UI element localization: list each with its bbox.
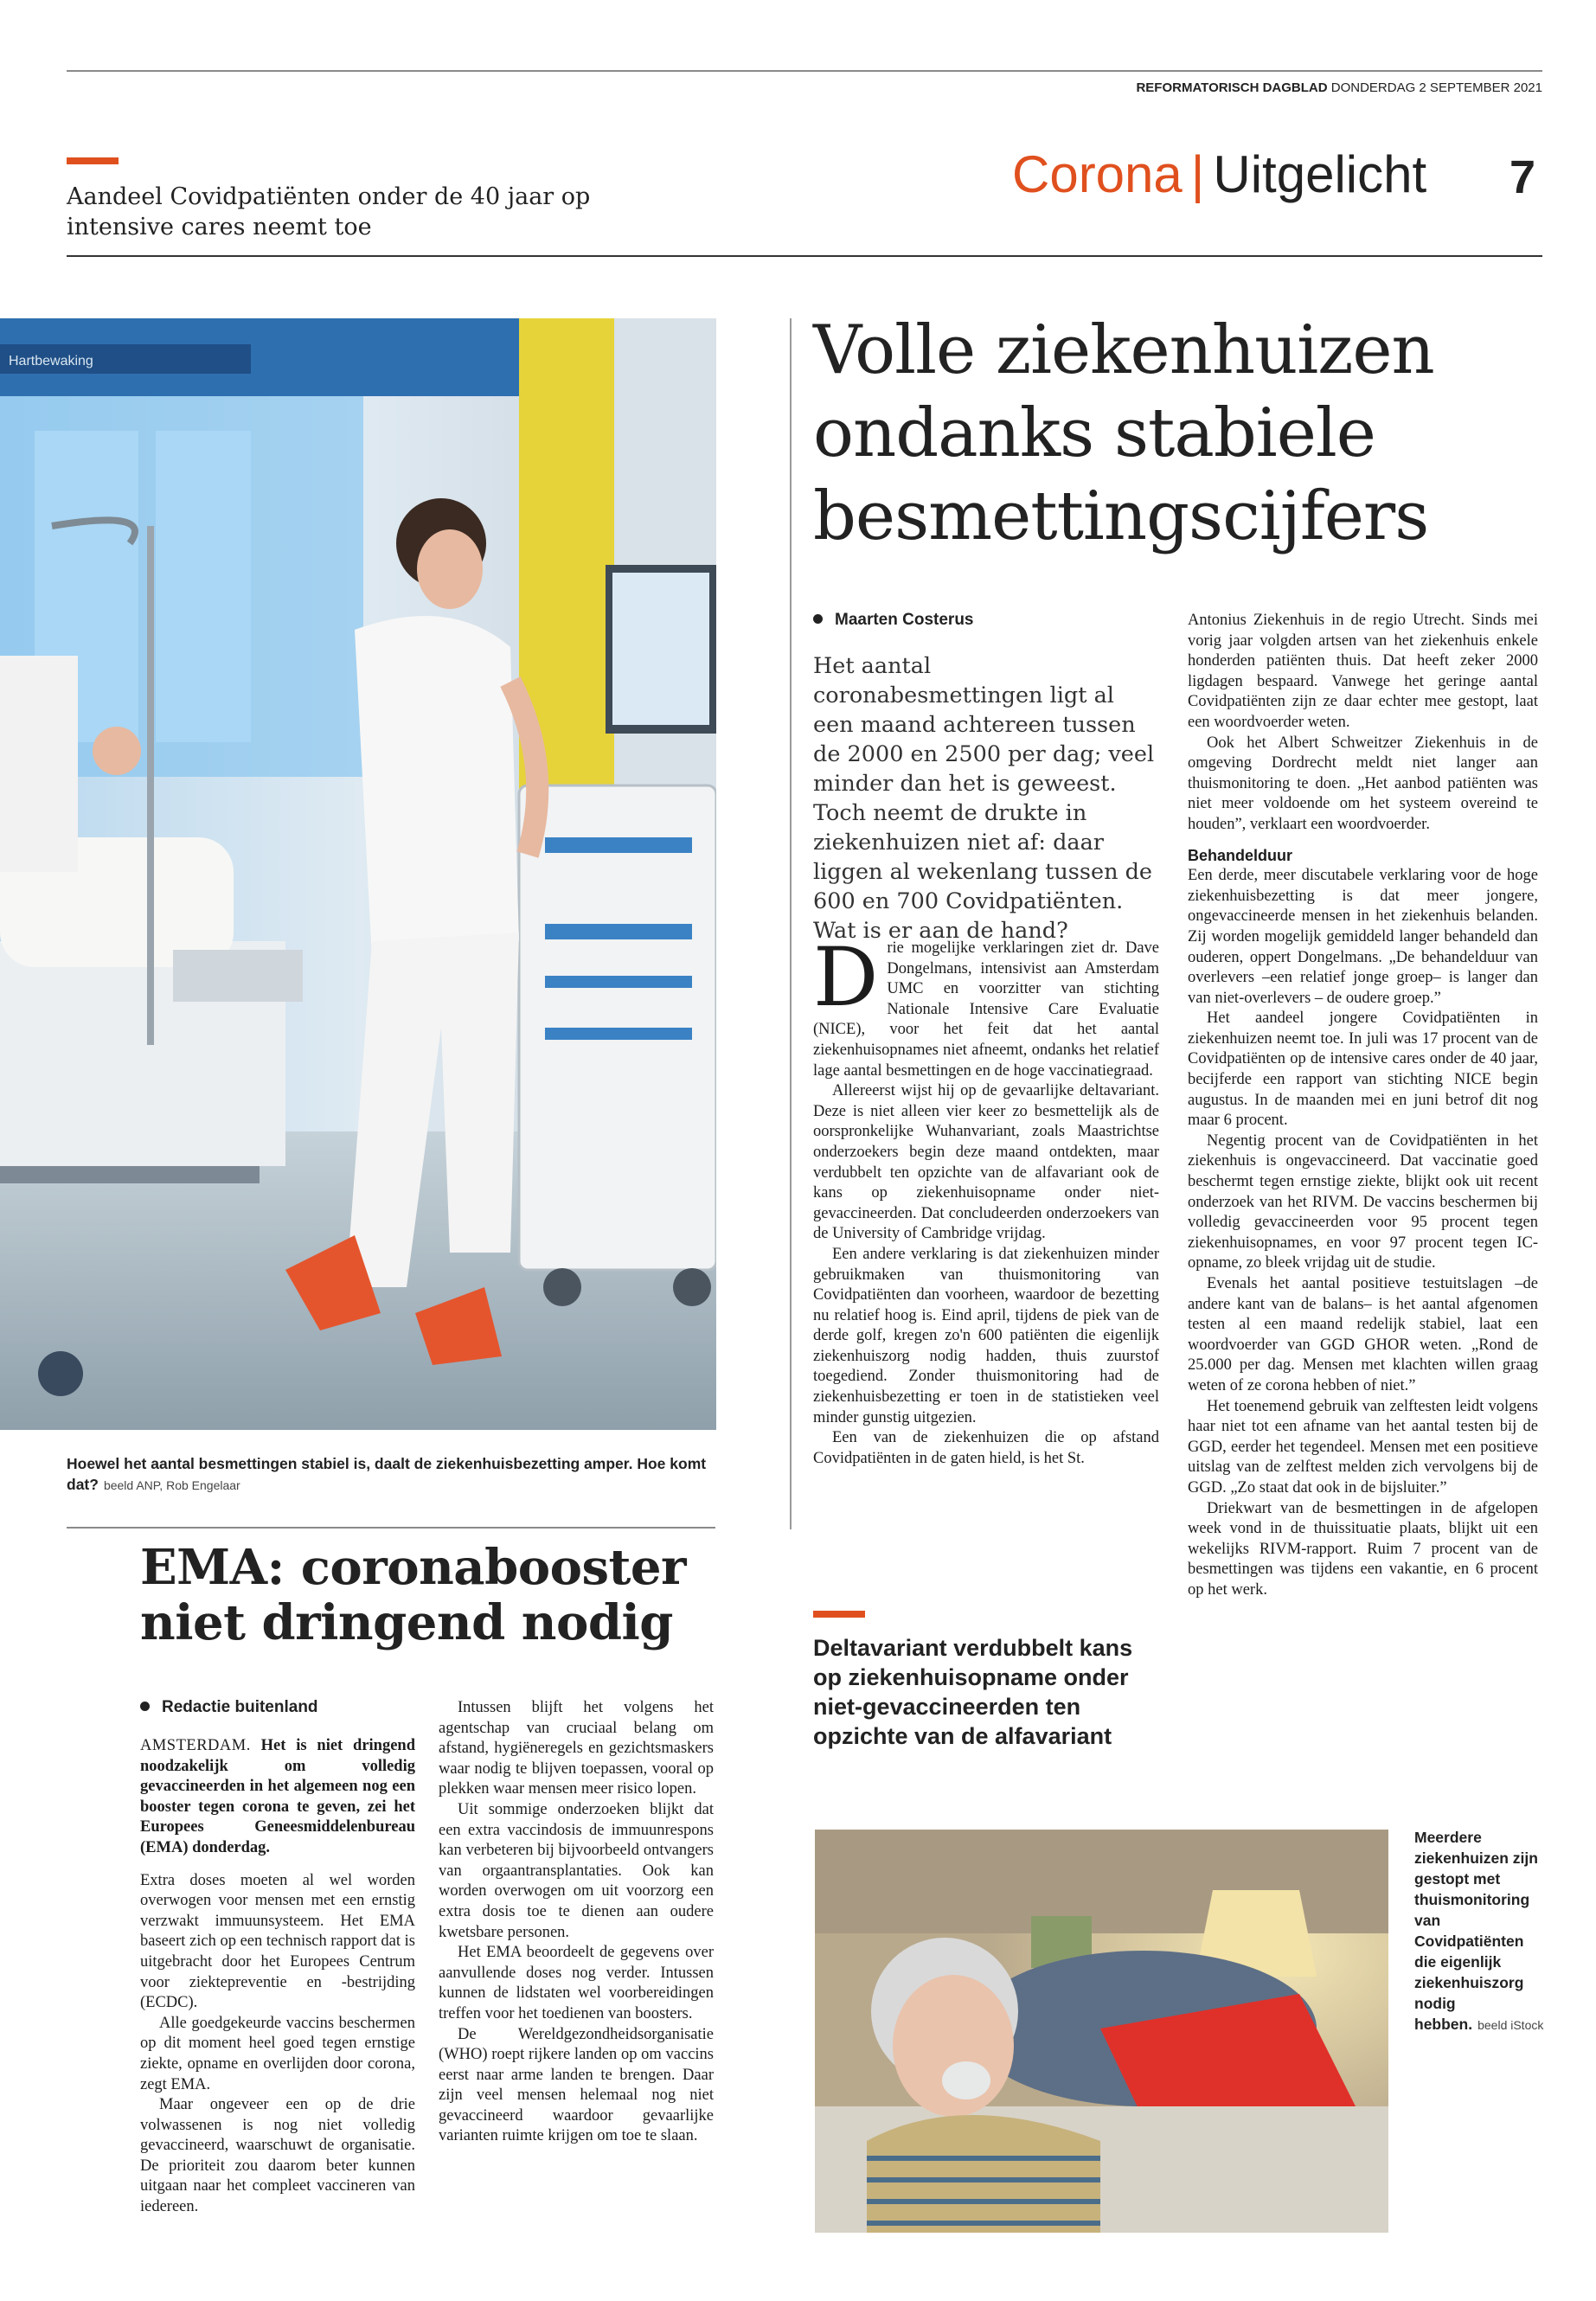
ema-body-col2 xyxy=(439,1698,714,2147)
ema-headline: EMA: coronabooster niet dringend nodig xyxy=(140,1539,686,1651)
hospital-photo xyxy=(0,318,716,1430)
main-body-col1 xyxy=(813,931,1159,1469)
section-header xyxy=(1012,147,1426,202)
ema-paragraph: Alle goedgekeurde vaccins beschermen op dit moment heel goed tegen ernstige ziekte, opname en overlijden door corona, zegt EMA. xyxy=(140,2014,415,2093)
main-paragraph: Een van de ziekenhuizen die op afstand Covidpatiënten in de gaten hield, is het St. xyxy=(813,1429,1159,1467)
main-paragraph: Het toenemend gebruik van zelftesten leidt volgens haar niet tot een afname van het aantal testen bij de GGD, eerder het tegendeel. Mensen met een positieve uitslag van de zelftest melden zich vervolgens bij de GGD. „Zo staat dat ook in de bijsluiter.” xyxy=(1188,1397,1538,1497)
kicker-accent xyxy=(67,157,119,164)
pullquote-accent xyxy=(813,1611,865,1618)
main-paragraph: Het aandeel jongere Covidpatiënten in ziekenhuizen neemt toe. In juli was 17 procent van de Covidpatiënten op de intensive cares onder de 40 jaar, becijferde een rapport van stichting NICE begin augustus. In de maanden mei en juni betrof dit nog maar 6 procent. xyxy=(1188,1009,1538,1130)
main-headline: Volle ziekenhuizen ondanks stabiele besmettingscijfers xyxy=(813,311,1434,555)
subsection-name: Uitgelicht xyxy=(1213,145,1427,203)
main-paragraph: Driekwart van de besmettingen in de afgelopen week vond in de thuissituatie plaats, blijkt uit een wekelijks RIVM-rapport. Ruim 7 procent van de besmettingen was tijdens een vakantie, en 6 procent op het werk. xyxy=(1188,1499,1538,1599)
main-paragraph: Evenals het aantal positieve testuitslagen –de andere kant van de balans– is het aantal afgenomen testen al een maand redelijk stabiel, laat een woordvoerder van GGD GHOR weten. „Rond de 25.000 per dag. Mensen met klachten willen graag weten of ze corona hebben of niet.” xyxy=(1188,1275,1538,1394)
ema-paragraph: Uit sommige onderzoeken blijkt dat een extra vaccindosis de immuunrespons kan verbeteren bij bijvoorbeeld ontvangers van orgaantransplantaties. Ook kan worden overwogen om uit voorzorg een extra dosis toe te dienen aan oudere kwetsbare personen. xyxy=(439,1800,714,1941)
ema-paragraph: Het EMA beoordeelt de gegevens over aanvullende doses nog verder. Intussen kunnen de lidstaten wel voorbereidingen treffen voor het toedienen van boosters. xyxy=(439,1944,714,2022)
section-separator: | xyxy=(1190,145,1205,203)
main-paragraph: Ook het Albert Schweitzer Ziekenhuis in de omgeving Dordrecht meldt niet langer aan thuismonitoring te doen. „Het aanbod patiënten was niet meer voldoende om het systeem overeind te houden”, verklaart een woordvoerder. xyxy=(1188,734,1538,833)
photo2-credit: beeld iStock xyxy=(1477,2018,1544,2032)
byline-dot xyxy=(813,614,823,624)
ema-paragraph: Extra doses moeten al wel worden overwogen voor mensen met een ernstig verzwakt immuunsysteem. Het EMA baseert zich op een technisch rapport dat is uitgebracht door het Europees Centrum voor ziektepreventie en -bestrijding (ECDC). xyxy=(140,1871,415,2012)
corridor-sign: Hartbewaking xyxy=(9,354,93,369)
main-paragraph: Een derde, meer discutabele verklaring voor de hoge ziekenhuisbezetting is dat meer jongere, ongevaccineerde mensen in het ziekenhuis belanden. Zij worden mogelijk gemiddeld langer behandeld dan ouderen, oppert Dongelmans. „De behandelduur van overlevers –een relatief jonge groep– is langer dan van niet-overlevers – de oudere groep.” xyxy=(1188,867,1538,1007)
main-paragraph: Drie mogelijke verklaringen ziet dr. Dave Dongelmans, intensivist aan Amsterdam UMC en voorzitter van stichting Nationale Intensive Care Evaluatie (NICE), voor het feit dat het aantal ziekenhuisopnames niet afneemt, ondanks het relatief lage aantal besmettingen en de hoge vaccinatiegraad. xyxy=(813,931,1159,1080)
paper-name: REFORMATORISCH DAGBLAD xyxy=(1136,80,1328,95)
photo1-caption xyxy=(67,1453,707,1496)
ema-rule xyxy=(67,1527,715,1529)
ema-paragraph: Intussen blijft het volgens het agentschap van cruciaal belang om afstand, hygiëneregels en gezichtsmaskers waar nodig te blijven toepassen, vooral op plekken waar mensen meer risico lopen. xyxy=(439,1699,714,1798)
hospital-photo-illustration xyxy=(0,318,716,1430)
header-rule xyxy=(67,255,1542,257)
main-paragraph: Allereerst wijst hij op de gevaarlijke deltavariant. Deze is niet alleen vier keer zo besmettelijk als de oorspronkelijke Wuhanvariant, zoals Maastrichtse onderzoekers begin deze maand ontdekten, maar verdubbelt ten opzichte van de alfavariant ook de kans op ziekenhuisopname onder niet-gevaccineerden. Dat concludeerden onderzoekers van de University of Cambridge vrijdag. xyxy=(813,1082,1159,1243)
ema-body-col1 xyxy=(140,1736,415,2218)
dropcap: D xyxy=(813,931,879,1025)
photo2-caption-text: Meerdere ziekenhuizen zijn gestopt met thuismonitoring van Covidpatiënten die eigenlijk ziekenhuiszorg nodig hebben. xyxy=(1414,1829,1538,2033)
ema-paragraph: Maar ongeveer een op de drie volwassenen is nog niet volledig gevaccineerd, waarschuwt de organisatie. De prioriteit zou daarom beter kunnen uitgaan naar het compleet vaccineren van iedereen. xyxy=(140,2096,415,2216)
ema-lead: AMSTERDAM. Het is niet dringend noodzakelijk om volledig gevaccineerden in het algemeen nog een booster tegen corona te geven, zei het Europees Geneesmiddelenbureau (EMA) donderdag. xyxy=(140,1737,416,1856)
main-paragraph: Een andere verklaring is dat ziekenhuizen minder gebruikmaken van thuismonitoring van Covidpatiënten dan voorheen, waardoor de bezetting nu relatief hoog is. Eind april, tijdens de piek van de derde golf, kregen zo'n 600 patiënten die eigenlijk ziekenhuiszorg nodig hadden, thuis zuurstof toegediend. Zonder thuismonitoring had de ziekenhuisbezetting er toen in de statistieken veel minder gunstig uitgezien. xyxy=(813,1245,1159,1426)
ema-paragraph: De Wereldgezondheidsorganisatie (WHO) roept rijkere landen op om vaccins eerst naar arme landen te brengen. Daar zijn veel mensen helemaal nog niet gevaccineerd waardoor gevaarlijke varianten ruimte krijgen om toe te slaan. xyxy=(439,2025,714,2145)
main-body-col2 xyxy=(1188,611,1538,1601)
patient-photo xyxy=(815,1830,1388,2233)
section-name: Corona xyxy=(1012,145,1183,203)
top-rule xyxy=(67,70,1542,72)
main-paragraph: Antonius Ziekenhuis in de regio Utrecht. Sinds mei vorig jaar volgden artsen van het ziekenhuis enkele honderden patiënten thuis. Dat heeft zeker 2000 ligdagen bespaard. Vanwege het geringe aantal Covidpatiënten zijn ze daar echter mee gestopt, laat een woordvoerder weten. xyxy=(1188,612,1538,731)
byline-dot xyxy=(140,1702,150,1711)
pullquote: Deltavariant verdubbelt kans op ziekenhuisopname onder niet-gevaccineerden ten opzichte van de alfavariant xyxy=(813,1635,1133,1749)
photo1-caption-text: Hoewel het aantal besmettingen stabiel is, daalt de ziekenhuisbezetting amper. Hoe komt dat? xyxy=(67,1455,707,1493)
masthead xyxy=(1136,80,1542,95)
patient-photo-illustration xyxy=(815,1830,1388,2233)
photo1-credit: beeld ANP, Rob Engelaar xyxy=(103,1478,240,1492)
page-number: 7 xyxy=(1509,151,1536,203)
main-byline xyxy=(813,611,974,630)
column-divider xyxy=(790,318,792,1529)
main-subhead: Behandelduur xyxy=(1188,846,1293,864)
main-intro: Het aantal coronabesmettingen ligt al een maand achtereen tussen de 2000 en 2500 per dag; veel minder dan het is geweest. Toch neemt de drukte in ziekenhuizen niet af: daar liggen al wekenlang tussen de 600 en 700 Covidpatiënten. Wat is er aan de hand? xyxy=(813,653,1155,944)
kicker: Aandeel Covidpatiënten onder de 40 jaar op intensive cares neemt toe xyxy=(67,183,591,240)
ema-byline-name: Redactie buitenland xyxy=(162,1698,318,1716)
issue-date: DONDERDAG 2 SEPTEMBER 2021 xyxy=(1330,80,1542,95)
photo2-caption xyxy=(1414,1827,1544,2035)
main-paragraph: Negentig procent van de Covidpatiënten in het ziekenhuis is ongevaccineerd. Dat vaccinatie goed beschermt tegen ernstige ziekte, blijkt ook uit recent onderzoek van het RIVM. De vaccins beschermen bij volledig gevaccineerden voor 95 procent tegen ziekenhuisopnames, en voor 97 procent tegen IC-opname, zo bleek vrijdag uit de studie. xyxy=(1188,1131,1538,1272)
ema-byline xyxy=(140,1698,318,1717)
main-byline-name: Maarten Costerus xyxy=(835,611,974,629)
